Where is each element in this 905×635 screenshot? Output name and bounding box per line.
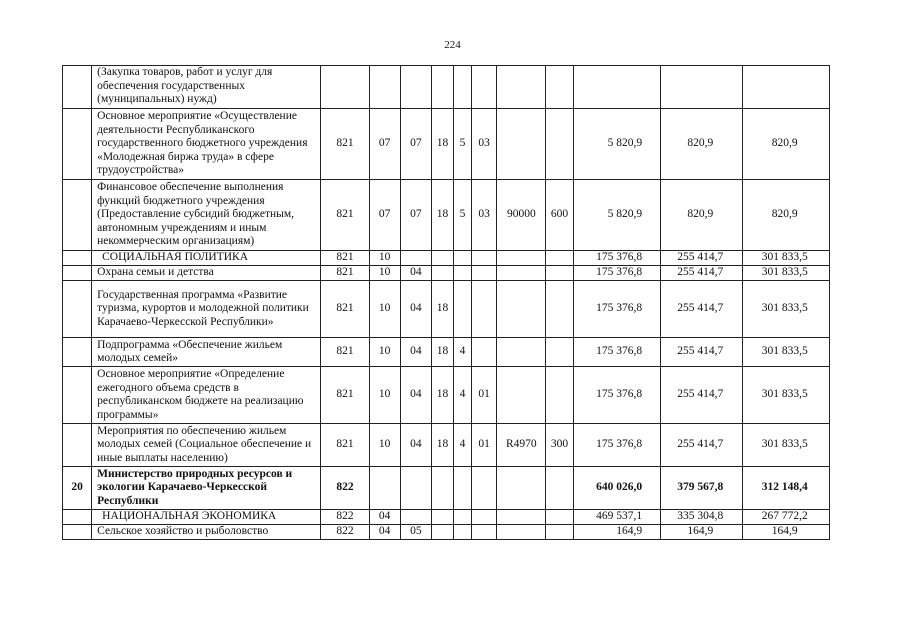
item-name-cell: Основное мероприятие «Осуществление деятельности Республиканского государственного бюджетного учреждения «Молодежная биржа труда» в сфере трудоустройства» [92,109,321,180]
subsection-code-cell: 05 [400,525,431,540]
program-code-cell: 18 [431,109,453,180]
expense-type-cell [546,251,573,266]
item-name-cell: Министерство природных ресурсов и экологии Карачаево-Черкесской Республики [92,467,321,510]
year3-amount-cell: 820,9 [743,180,830,251]
year1-amount-cell: 469 537,1 [573,510,660,525]
subsection-code-cell: 04 [400,338,431,367]
direction-code-cell: 90000 [497,180,546,251]
row-number-cell [63,424,92,467]
year1-amount-cell [573,66,660,109]
program-code-cell: 18 [431,367,453,424]
year3-amount-cell: 301 833,5 [743,424,830,467]
row-number-cell [63,66,92,109]
subsection-code-cell [400,251,431,266]
year1-amount-cell: 175 376,8 [573,281,660,338]
row-number-cell [63,281,92,338]
section-code-cell: 10 [369,266,400,281]
year2-amount-cell: 164,9 [661,525,743,540]
year3-amount-cell: 820,9 [743,109,830,180]
section-code-cell [369,467,400,510]
direction-code-cell [497,66,546,109]
year2-amount-cell: 255 414,7 [661,266,743,281]
section-code-cell: 10 [369,251,400,266]
row-number-cell [63,251,92,266]
ministry-code-cell: 821 [321,266,369,281]
table-body [63,66,830,540]
row-number-cell: 20 [63,467,92,510]
subprogram-code-cell [454,251,472,266]
measure-code-cell: 03 [472,180,497,251]
expense-type-cell [546,510,573,525]
year2-amount-cell: 255 414,7 [661,338,743,367]
program-code-cell [431,525,453,540]
measure-code-cell: 01 [472,367,497,424]
year3-amount-cell: 312 148,4 [743,467,830,510]
item-name-cell: (Закупка товаров, работ и услуг для обеспечения государственных (муниципальных) нужд) [92,66,321,109]
direction-code-cell [497,525,546,540]
year3-amount-cell: 301 833,5 [743,266,830,281]
direction-code-cell [497,266,546,281]
ministry-code-cell: 822 [321,510,369,525]
subprogram-code-cell: 5 [454,109,472,180]
measure-code-cell: 01 [472,424,497,467]
year1-amount-cell: 175 376,8 [573,424,660,467]
item-name-cell: Сельское хозяйство и рыболовство [92,525,321,540]
year3-amount-cell: 267 772,2 [743,510,830,525]
year3-amount-cell: 301 833,5 [743,367,830,424]
expense-type-cell [546,525,573,540]
row-number-cell [63,266,92,281]
item-name-cell: Государственная программа «Развитие туризма, курортов и молодежной политики Карачаево-Черкесской Республики» [92,281,321,338]
measure-code-cell [472,525,497,540]
item-name-cell: СОЦИАЛЬНАЯ ПОЛИТИКА [92,251,321,266]
ministry-code-cell: 821 [321,338,369,367]
program-code-cell: 18 [431,338,453,367]
year3-amount-cell: 164,9 [743,525,830,540]
year3-amount-cell [743,66,830,109]
ministry-code-cell: 821 [321,424,369,467]
row-number-cell [63,525,92,540]
subprogram-code-cell [454,66,472,109]
section-code-cell: 10 [369,424,400,467]
year1-amount-cell: 175 376,8 [573,338,660,367]
year1-amount-cell: 640 026,0 [573,467,660,510]
table-row [63,424,830,467]
table-row [63,338,830,367]
item-name-cell: Основное мероприятие «Определение ежегодного объема средств в республиканском бюджете на реализацию программы» [92,367,321,424]
expense-type-cell: 300 [546,424,573,467]
row-number-cell [63,109,92,180]
subprogram-code-cell: 4 [454,424,472,467]
ministry-code-cell: 822 [321,467,369,510]
subsection-code-cell: 07 [400,180,431,251]
subsection-code-cell: 07 [400,109,431,180]
ministry-code-cell [321,66,369,109]
measure-code-cell [472,66,497,109]
subprogram-code-cell: 5 [454,180,472,251]
year1-amount-cell: 5 820,9 [573,180,660,251]
budget-table [62,65,830,540]
subsection-code-cell [400,66,431,109]
section-code-cell: 07 [369,180,400,251]
year3-amount-cell: 301 833,5 [743,281,830,338]
table-row [63,251,830,266]
row-number-cell [63,510,92,525]
section-code-cell: 07 [369,109,400,180]
subprogram-code-cell: 4 [454,367,472,424]
section-code-cell: 04 [369,525,400,540]
program-code-cell: 18 [431,424,453,467]
measure-code-cell [472,467,497,510]
year2-amount-cell: 255 414,7 [661,281,743,338]
ministry-code-cell: 821 [321,109,369,180]
table-row [63,367,830,424]
program-code-cell [431,251,453,266]
year1-amount-cell: 175 376,8 [573,367,660,424]
direction-code-cell: R4970 [497,424,546,467]
subsection-code-cell [400,510,431,525]
subprogram-code-cell [454,266,472,281]
row-number-cell [63,338,92,367]
section-code-cell: 10 [369,338,400,367]
direction-code-cell [497,510,546,525]
measure-code-cell: 03 [472,109,497,180]
year2-amount-cell: 379 567,8 [661,467,743,510]
table-row [63,266,830,281]
subsection-code-cell: 04 [400,266,431,281]
year2-amount-cell: 820,9 [661,180,743,251]
year2-amount-cell: 335 304,8 [661,510,743,525]
subprogram-code-cell [454,467,472,510]
ministry-code-cell: 821 [321,367,369,424]
expense-type-cell [546,367,573,424]
year1-amount-cell: 175 376,8 [573,251,660,266]
item-name-cell: НАЦИОНАЛЬНАЯ ЭКОНОМИКА [92,510,321,525]
expense-type-cell [546,281,573,338]
subsection-code-cell: 04 [400,424,431,467]
item-name-cell: Мероприятия по обеспечению жильем молодых семей (Социальное обеспечение и иные выплаты населению) [92,424,321,467]
subsection-code-cell [400,467,431,510]
direction-code-cell [497,338,546,367]
year1-amount-cell: 5 820,9 [573,109,660,180]
ministry-code-cell: 821 [321,281,369,338]
direction-code-cell [497,109,546,180]
page-number: 224 [444,39,461,51]
year2-amount-cell: 255 414,7 [661,424,743,467]
expense-type-cell [546,338,573,367]
direction-code-cell [497,367,546,424]
program-code-cell [431,467,453,510]
expense-type-cell: 600 [546,180,573,251]
expense-type-cell [546,66,573,109]
year2-amount-cell: 255 414,7 [661,251,743,266]
program-code-cell: 18 [431,281,453,338]
expense-type-cell [546,467,573,510]
direction-code-cell [497,467,546,510]
subsection-code-cell: 04 [400,281,431,338]
year1-amount-cell: 175 376,8 [573,266,660,281]
table-row [63,510,830,525]
ministry-code-cell: 822 [321,525,369,540]
table-row [63,109,830,180]
year3-amount-cell: 301 833,5 [743,251,830,266]
measure-code-cell [472,266,497,281]
subprogram-code-cell [454,510,472,525]
expense-type-cell [546,266,573,281]
section-code-cell: 10 [369,367,400,424]
direction-code-cell [497,251,546,266]
program-code-cell [431,66,453,109]
year1-amount-cell: 164,9 [573,525,660,540]
table-row [63,281,830,338]
table-row [63,525,830,540]
item-name-cell: Финансовое обеспечение выполнения функций бюджетного учреждения (Предоставление субсидий бюджетным, автономным учреждениям и иным некоммерческим организациям) [92,180,321,251]
subsection-code-cell: 04 [400,367,431,424]
program-code-cell [431,266,453,281]
subprogram-code-cell [454,281,472,338]
measure-code-cell [472,510,497,525]
year2-amount-cell [661,66,743,109]
year2-amount-cell: 820,9 [661,109,743,180]
row-number-cell [63,180,92,251]
year3-amount-cell: 301 833,5 [743,338,830,367]
direction-code-cell [497,281,546,338]
ministry-code-cell: 821 [321,180,369,251]
program-code-cell: 18 [431,180,453,251]
section-code-cell: 10 [369,281,400,338]
program-code-cell [431,510,453,525]
expense-type-cell [546,109,573,180]
measure-code-cell [472,251,497,266]
table-row [63,66,830,109]
subprogram-code-cell [454,525,472,540]
table-row [63,467,830,510]
table-row [63,180,830,251]
section-code-cell [369,66,400,109]
subprogram-code-cell: 4 [454,338,472,367]
year2-amount-cell: 255 414,7 [661,367,743,424]
ministry-code-cell: 821 [321,251,369,266]
item-name-cell: Подпрограмма «Обеспечение жильем молодых семей» [92,338,321,367]
row-number-cell [63,367,92,424]
item-name-cell: Охрана семьи и детства [92,266,321,281]
measure-code-cell [472,338,497,367]
section-code-cell: 04 [369,510,400,525]
measure-code-cell [472,281,497,338]
